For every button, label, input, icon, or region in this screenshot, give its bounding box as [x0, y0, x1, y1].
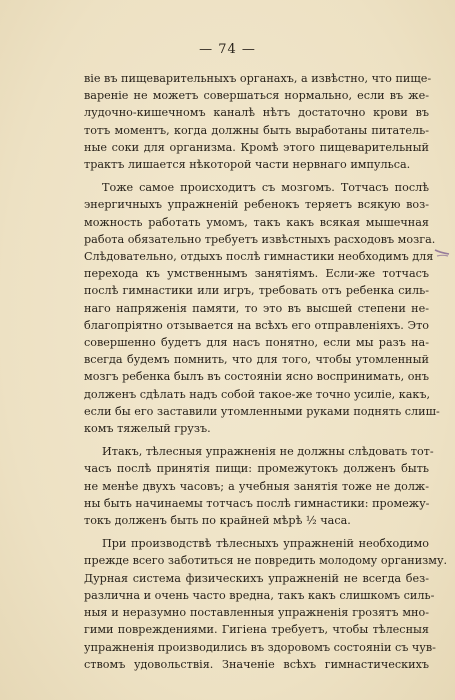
text-line: послѣ гимнастики или игръ, требовать отъ ребенка силь- [84, 284, 429, 298]
paragraph-3 [84, 443, 434, 529]
text-line: если бы его заставили утомленными руками поднять слиш- [84, 404, 440, 418]
text-line: лудочно-кишечномъ каналѣ нѣтъ достаточно крови въ [84, 106, 429, 120]
text-line: При производствѣ тѣлесныхъ упражненій необходимо [102, 537, 429, 551]
text-line: совершенно будетъ для насъ понятно, если мы разъ на- [84, 336, 429, 350]
text-line: токъ долженъ быть по крайней мѣрѣ ½ часа. [84, 514, 351, 528]
text-line: Дурная система физическихъ упражненій не всегда без- [84, 571, 429, 585]
text-line: часъ послѣ принятія пищи: промежутокъ долженъ быть [84, 462, 429, 476]
text-line: энергичныхъ упражненій ребенокъ теряетъ всякую воз- [84, 198, 429, 212]
text-line: упражненія производились въ здоровомъ состояніи съ чув- [84, 640, 436, 654]
text-line: прежде всего заботиться не повредить молодому организму. [84, 554, 448, 568]
text-line: віе въ пищеварительныхъ органахъ, а извѣстно, что пище- [84, 72, 432, 85]
text-line: перехода къ умственнымъ занятіямъ. Если-же тотчасъ [84, 267, 429, 281]
paragraph-1 [84, 70, 432, 173]
text-line: работа обязательно требуетъ извѣстныхъ расходовъ мозга. [84, 232, 436, 246]
text-line: ные соки для организма. Кромѣ этого пищеварительный [84, 140, 429, 154]
text-line: благопріятно отзывается на всѣхъ его отправленіяхъ. Это [84, 318, 429, 332]
text-line: можность работать умомъ, такъ какъ всякая мышечная [84, 215, 429, 229]
page-number: — 74 — [199, 42, 256, 57]
text-line: долженъ сдѣлать надъ собой такое-же точно усиліе, какъ, [84, 387, 431, 401]
text-line: Тоже самое происходитъ съ мозгомъ. Тотчасъ послѣ [102, 181, 429, 195]
margin-pen-mark [433, 242, 451, 266]
text-line: мозгъ ребенка былъ въ состояніи ясно воспринимать, онъ [84, 370, 430, 384]
text-line: ны быть начинаемы тотчасъ послѣ гимнастики: промежу- [84, 496, 430, 510]
text-line: трактъ лишается нѣкоторой части нервнаго импульса. [84, 158, 411, 172]
text-line: ныя и неразумно поставленныя упражненія грозятъ мно- [84, 606, 429, 620]
text-line: вареніе не можетъ совершаться нормально, если въ же- [84, 89, 429, 103]
text-line: наго напряженія памяти, то это въ высшей степени не- [84, 301, 429, 315]
text-line: гими повреждениями. Гигіена требуетъ, чтобы тѣлесныя [84, 623, 429, 637]
text-line: комъ тяжелый грузъ. [84, 422, 211, 436]
paragraph-2 [84, 179, 440, 437]
text-line: всегда будемъ помнить, что для того, чтобы утомленный [84, 353, 429, 367]
text-line: не менѣе двухъ часовъ; а учебныя занятія тоже не долж- [84, 479, 429, 493]
body-text [84, 70, 448, 679]
text-line: Итакъ, тѣлесныя упражненія не должны слѣдовать тот- [102, 445, 434, 459]
text-line: тотъ моментъ, когда должны быть выработаны питатель- [84, 123, 429, 137]
text-line: Слѣдовательно, отдыхъ послѣ гимнастики необходимъ для [84, 250, 434, 264]
paragraph-4 [84, 535, 448, 673]
text-line: различна и очень часто вредна, такъ какъ слишкомъ силь- [84, 588, 435, 602]
text-line: ствомъ удовольствія. Значеніе всѣхъ гимнастическихъ [84, 657, 429, 671]
